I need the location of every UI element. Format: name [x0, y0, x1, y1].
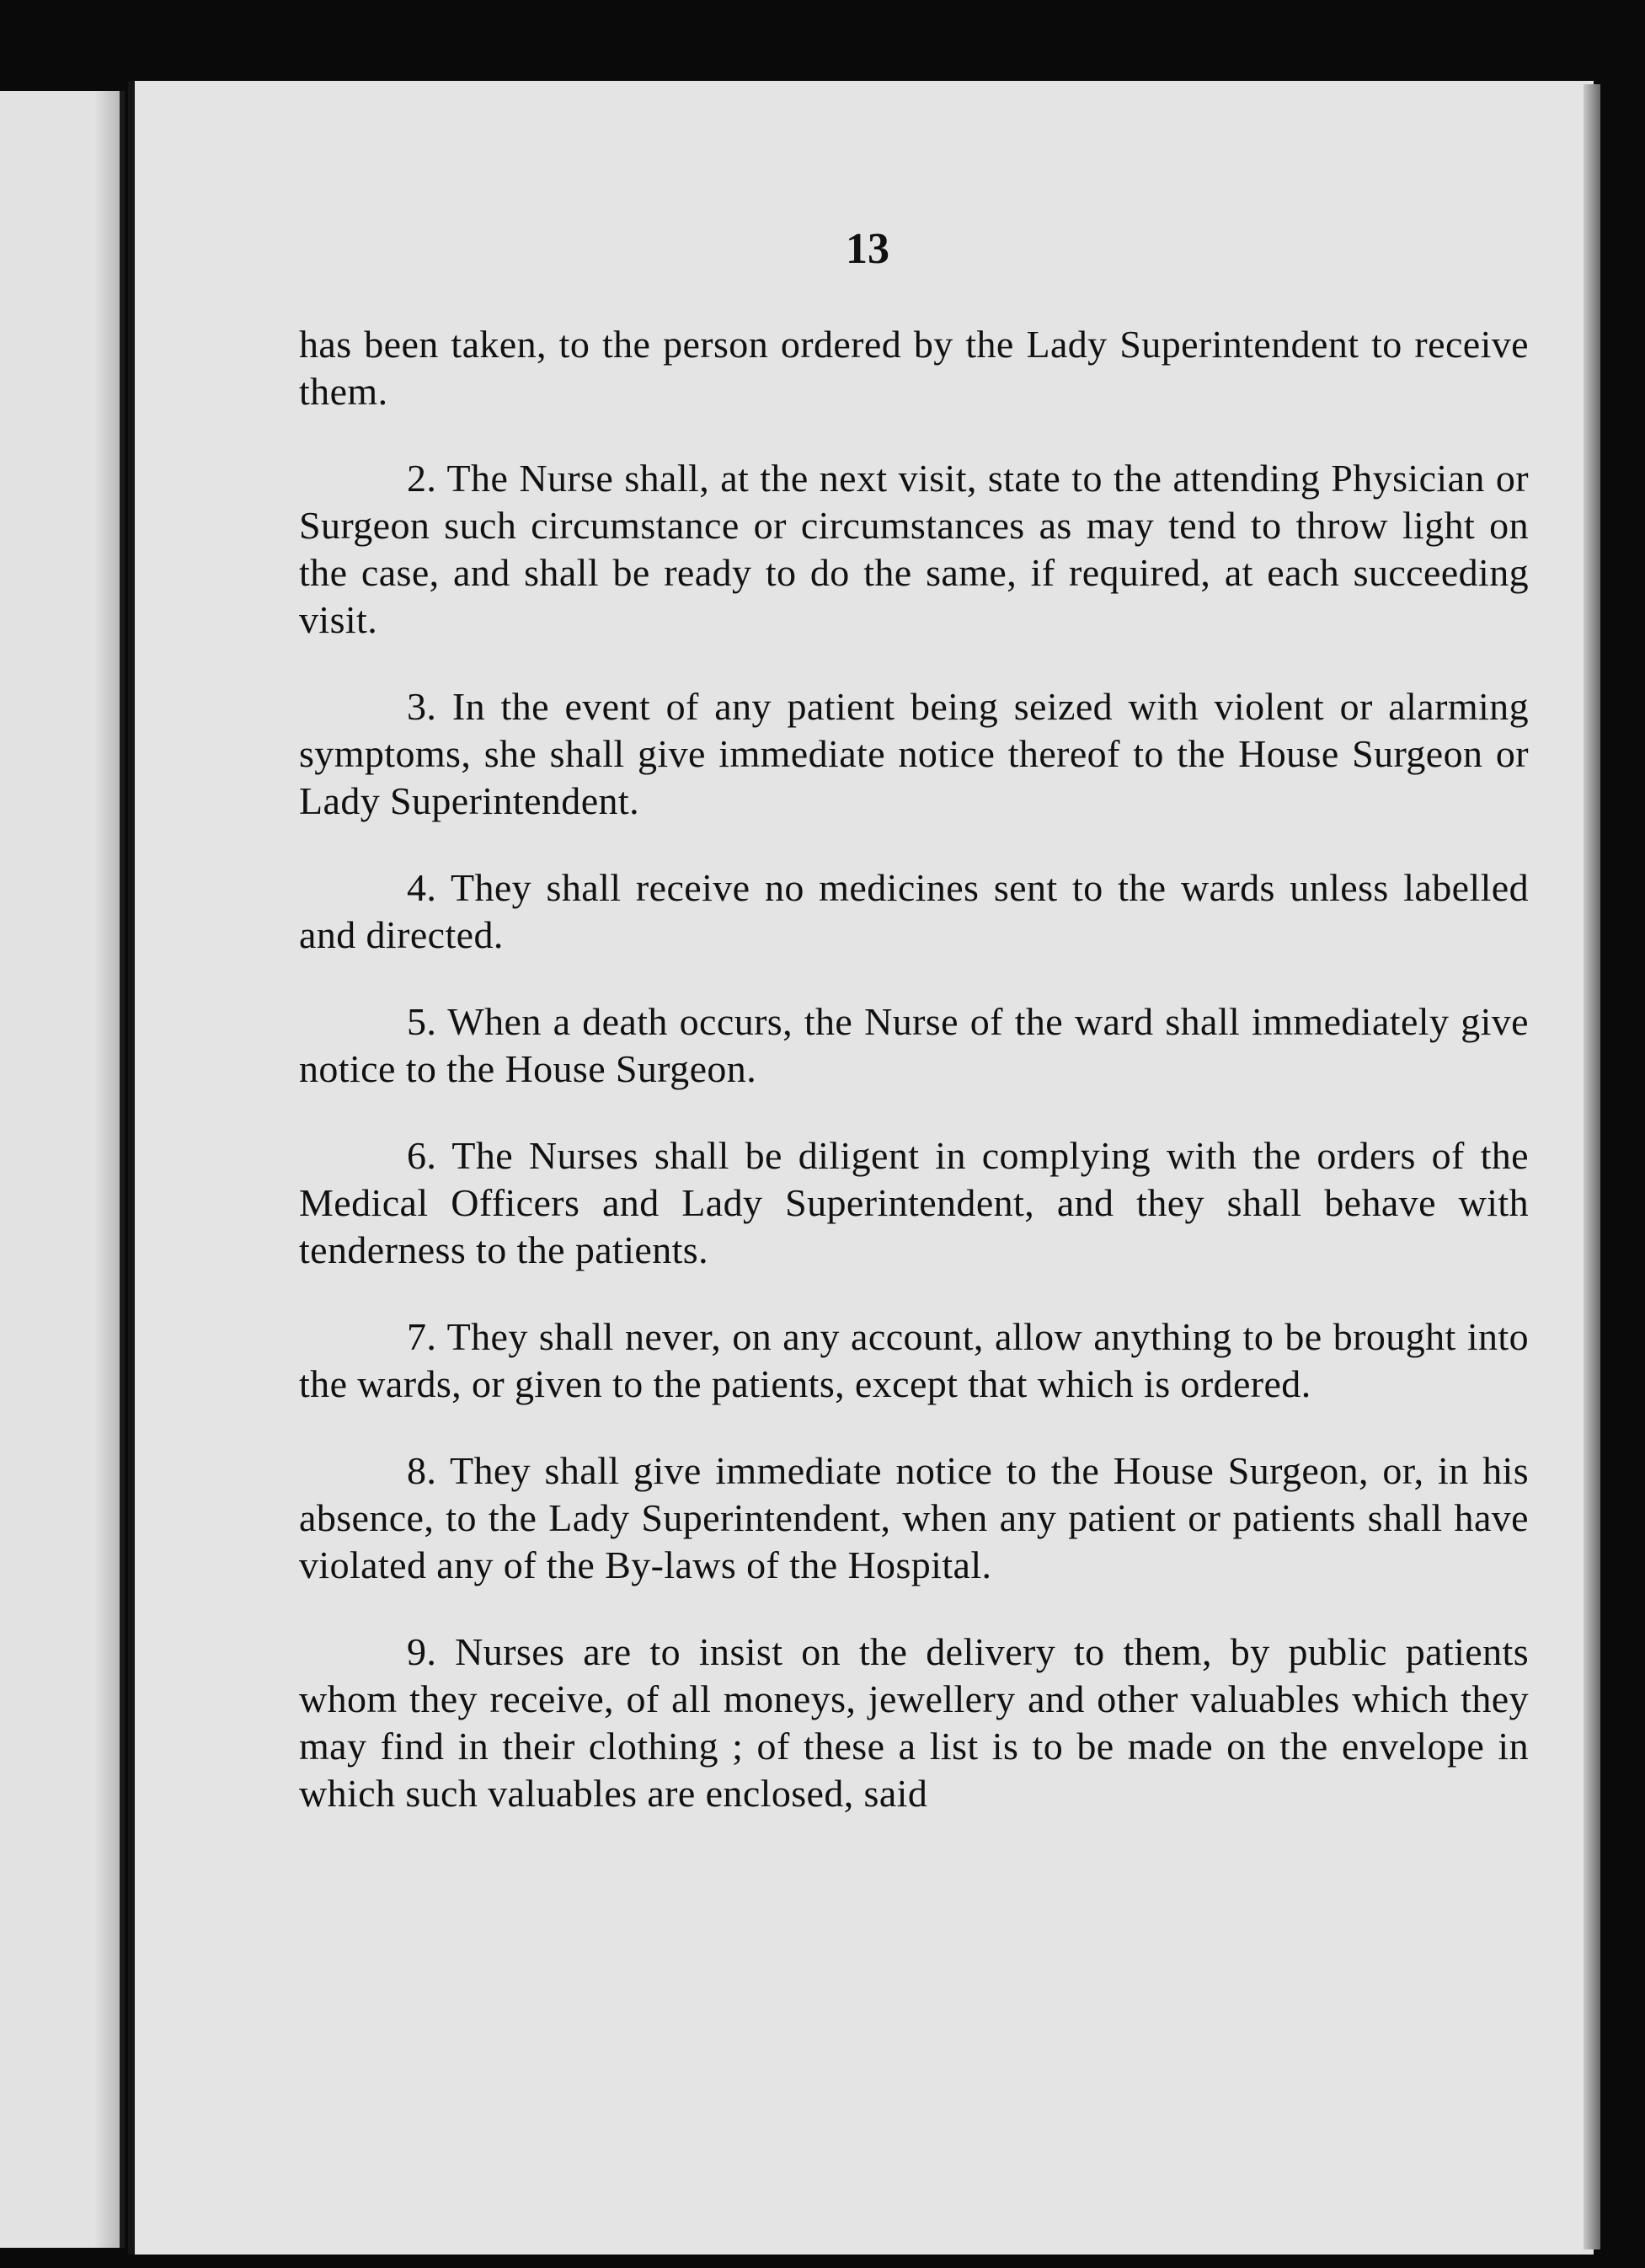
page-number: 13 [846, 225, 889, 273]
body-text [299, 321, 1529, 1857]
paragraph-rule-7: 7. They shall never, on any account, allow anything to be brought into the wards, or given to the patients, except that which is ordered. [299, 1315, 1529, 1405]
paragraph-rule-2: 2. The Nurse shall, at the next visit, state to the attending Physician or Surgeon such circumstance or circumstances as may tend to throw light on the case, and shall be ready to do the same, if required, at each succeeding visit. [299, 457, 1529, 641]
paragraph-continuation: has been taken, to the person ordered by the Lady Superintendent to receive them. [299, 323, 1529, 413]
page-fore-edge [1584, 84, 1600, 2249]
paragraph-rule-3: 3. In the event of any patient being seized with violent or alarming symptoms, she shall give immediate notice thereof to the House Surgeon or Lady Superintendent. [299, 685, 1529, 822]
paragraph-rule-5: 5. When a death occurs, the Nurse of the ward shall immediately give notice to the House Surgeon. [299, 1000, 1529, 1090]
book-page [128, 81, 1594, 2255]
paragraph-rule-9: 9. Nurses are to insist on the delivery to them, by public patients whom they receive, of all moneys, jewellery and other valuables which they may find in their clothing ; of these a list is to be made on the envelope in which such valuables are enclosed, said [299, 1630, 1529, 1815]
paragraph-rule-8: 8. They shall give immediate notice to the House Surgeon, or, in his absence, to the Lady Superintendent, when any patient or patients shall have violated any of the By-laws of the Hospital. [299, 1449, 1529, 1586]
gutter-shadow [94, 91, 120, 2248]
paragraph-rule-4: 4. They shall receive no medicines sent to the wards unless labelled and directed. [299, 866, 1529, 956]
paragraph-rule-6: 6. The Nurses shall be diligent in complying with the orders of the Medical Officers and Lady Superintendent, and they shall behave with tenderness to the patients. [299, 1134, 1529, 1271]
